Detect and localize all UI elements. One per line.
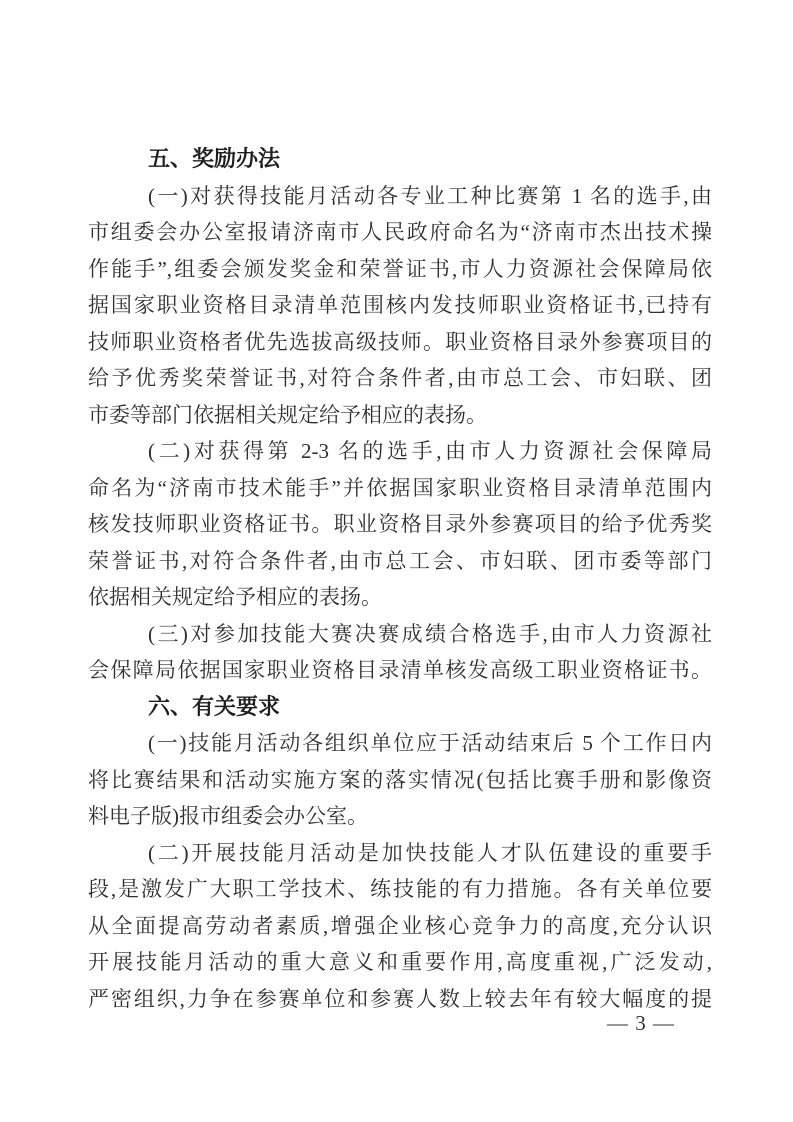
text-line: 段,是激发广大职工学技术、练技能的有力措施。各有关单位要 xyxy=(88,877,712,901)
text-line: 给予优秀奖荣誉证书,对符合条件者,由市总工会、市妇联、团 xyxy=(88,366,712,390)
text-line: 据国家职业资格目录清单范围核内发技师职业资格证书,已持有 xyxy=(88,293,712,317)
document-body xyxy=(88,141,712,1017)
text-line: 市委等部门依据相关规定给予相应的表扬。 xyxy=(88,402,487,427)
text-line: (二)开展技能月活动是加快技能人才队伍建设的重要手 xyxy=(148,840,712,865)
text-line: (二)对获得第 2-3 名的选手,由市人力资源社会保障局 xyxy=(148,439,712,463)
text-line: 依据相关规定给予相应的表扬。 xyxy=(88,585,382,609)
text-line: (一)对获得技能月活动各专业工种比赛第 1 名的选手,由 xyxy=(148,183,712,208)
text-line: 技师职业资格者优先选拔高级技师。职业资格目录外参赛项目的 xyxy=(88,329,712,354)
text-line: 作能手”,组委会颁发奖金和荣誉证书,市人力资源社会保障局依 xyxy=(88,256,712,281)
text-line: 严密组织,力争在参赛单位和参赛人数上较去年有较大幅度的提 xyxy=(88,986,712,1011)
text-line: 从全面提高劳动者素质,增强企业核心竞争力的高度,充分认识 xyxy=(88,913,712,938)
section-heading-awards: 五、奖励办法 xyxy=(148,146,281,171)
text-line: 命名为“济南市技术能手”并依据国家职业资格目录清单范围内 xyxy=(88,475,712,500)
text-line: (一)技能月活动各组织单位应于活动结束后 5 个工作日内 xyxy=(148,731,712,755)
text-line: 市组委会办公室报请济南市人民政府命名为“济南市杰出技术操 xyxy=(88,220,712,244)
page-number: — 3 — xyxy=(607,1011,675,1035)
text-line: 核发技师职业资格证书。职业资格目录外参赛项目的给予优秀奖 xyxy=(88,512,712,536)
text-line: (三)对参加技能大赛决赛成绩合格选手,由市人力资源社 xyxy=(148,621,712,646)
text-line: 荣誉证书,对符合条件者,由市总工会、市妇联、团市委等部门 xyxy=(88,548,712,573)
text-line: 料电子版)报市组委会办公室。 xyxy=(88,804,368,828)
text-line: 开展技能月活动的重大意义和重要作用,高度重视,广泛发动, xyxy=(88,950,712,974)
section-heading-requirements: 六、有关要求 xyxy=(148,693,281,719)
text-line: 将比赛结果和活动实施方案的落实情况(包括比赛手册和影像资 xyxy=(88,767,712,792)
text-line: 会保障局依据国家职业资格目录清单核发高级工职业资格证书。 xyxy=(88,658,712,682)
